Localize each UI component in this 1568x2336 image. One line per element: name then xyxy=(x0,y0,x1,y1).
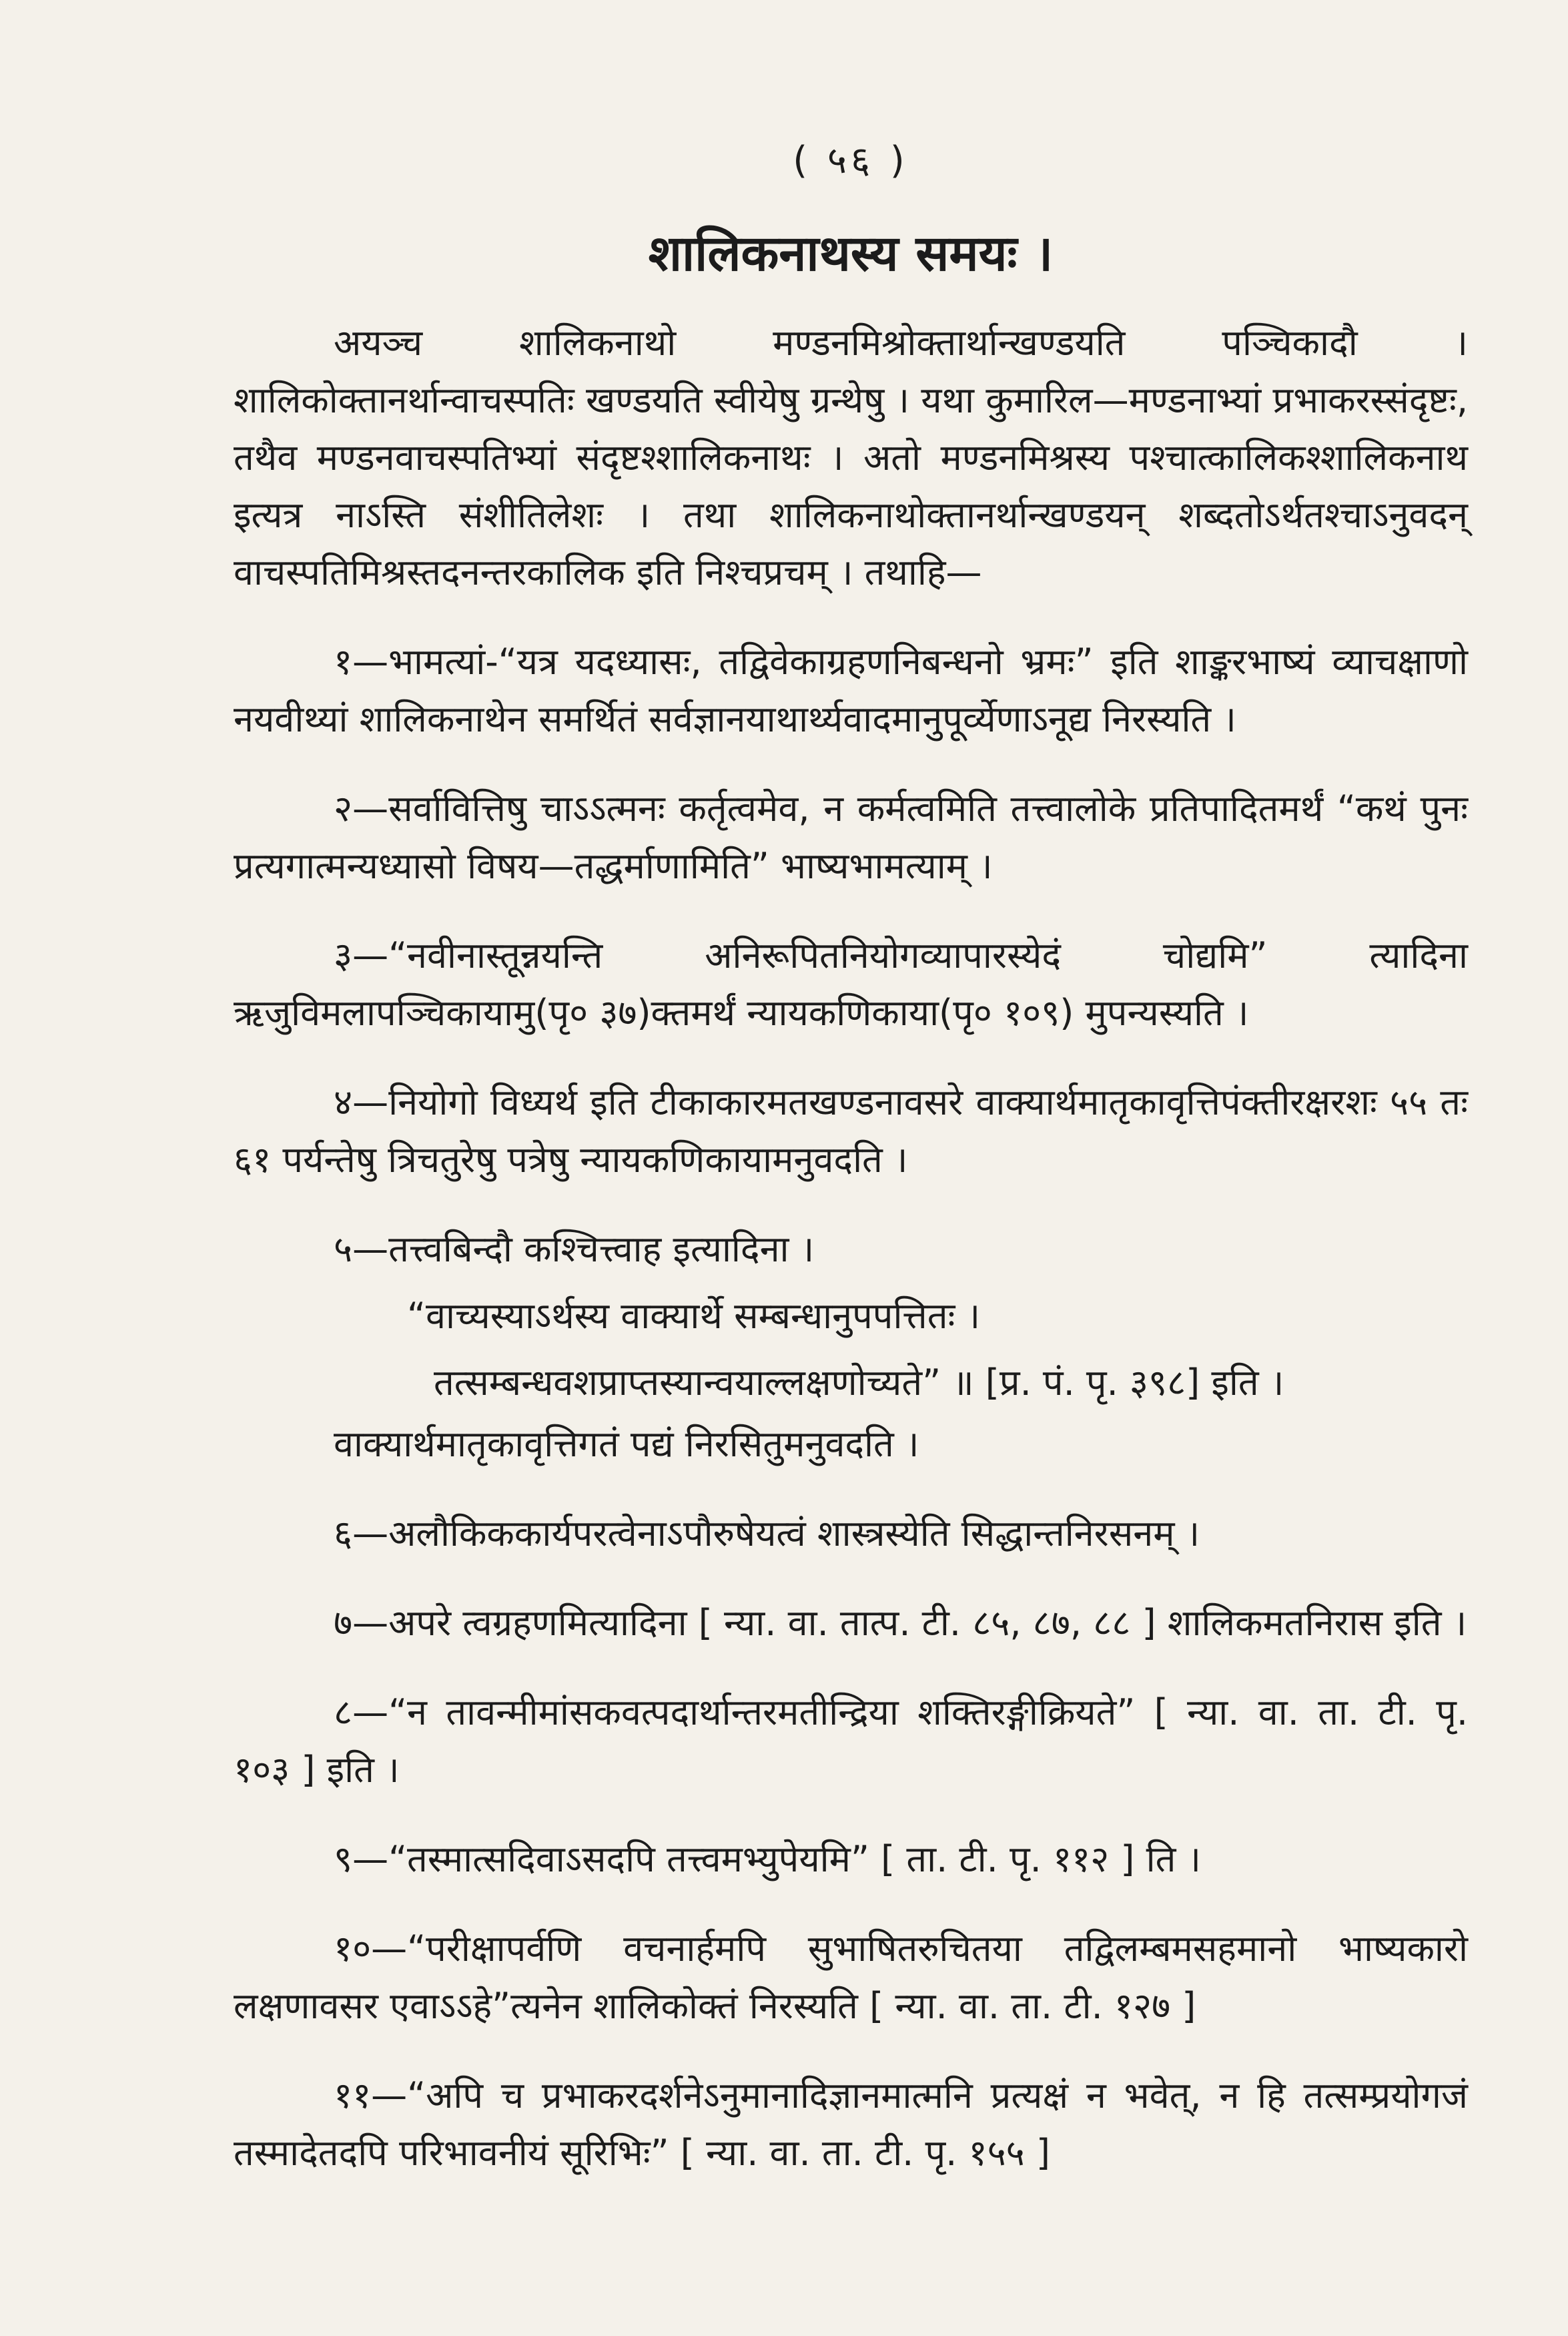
list-item-6: ६—अलौकिककार्यपरत्वेनाऽपौरुषेयत्वं शास्त्रस्येति सिद्धान्तनिरसनम् । xyxy=(334,1512,1200,1554)
list-item-11: ११—“अपि च प्रभाकरदर्शनेऽनुमानादिज्ञानमात्मनि प्रत्यक्षं न भवेत्, न हि तत्सम्प्रयोगजं तस्मादेतदपि परिभावनीयं सूरिभिः” [ न्या. वा. ता. टी. पृ. १५५ ] xyxy=(234,2074,1468,2174)
list-item-1: १—भामत्यां-“यत्र यदध्यासः, तद्विवेकाग्रहणनिबन्धनो भ्रमः” इति शाङ्करभाष्यं व्याचक्षाणो नयवीथ्यां शालिकनाथेन समर्थितं सर्वज्ञानयाथार्थ्यवादमानुपूर्व्येणाऽनूद्य निरस्यति । xyxy=(234,641,1468,740)
list-item-7: ७—अपरे त्वग्रहणमित्यादिना [ न्या. वा. तात्प. टी. ८५, ८७, ८८ ] शालिकमतनिरास इति । xyxy=(334,1602,1467,1644)
list-item-10: १०—“परीक्षापर्वणि वचनार्हमपि सुभाषितरुचितया तद्विलम्बमसहमानो भाष्यकारो लक्षणावसर एवाऽऽहे”त्यनेन शालिकोक्तं निरस्यति [ न्या. वा. ता. टी. १२७ ] xyxy=(234,1928,1468,2027)
list-item-4: ४—नियोगो विध्यर्थ इति टीकाकारमतखण्डनावसरे वाक्यार्थमातृकावृत्तिपंक्तीरक्षरशः ५५ तः ६१ पर्यन्तेषु त्रिचतुरेषु पत्रेषु न्यायकणिकायामनुवदति । xyxy=(234,1081,1468,1181)
verse-line-1: “वाच्यस्याऽर्थस्य वाक्यार्थे सम्बन्धानुपपत्तितः । xyxy=(407,1295,981,1337)
verse-commentary: वाक्यार्थमातृकावृत्तिगतं पद्यं निरसितुमनुवदति । xyxy=(334,1423,919,1465)
list-item-5: ५—तत्त्वबिन्दौ कश्चित्त्वाह इत्यादिना । xyxy=(334,1228,815,1270)
page-number: ( ५६ ) xyxy=(793,139,909,182)
list-item-3: ३—“नवीनास्तून्नयन्ति अनिरूपितनियोगव्यापारस्येदं चोद्यमि” त्यादिना ऋजुविमलापञ्चिकायामु(पृ० ३७)क्तमर्थं न्यायकणिकाया(पृ० १०९) मुपन्यस्यति । xyxy=(234,934,1468,1034)
list-item-8: ८—“न तावन्मीमांसकवत्पदार्थान्तरमतीन्द्रिया शक्तिरङ्गीक्रियते” [ न्या. वा. ता. टी. पृ. १०३ ] इति । xyxy=(234,1691,1468,1791)
list-item-2: २—सर्वावित्तिषु चाऽऽत्मनः कर्तृत्वमेव, न कर्मत्वमिति तत्त्वालोके प्रतिपादितमर्थं “कथं पुनः प्रत्यगात्मन्यध्यासो विषय—तद्धर्माणामिति” भाष्यभामत्याम् । xyxy=(234,788,1468,887)
section-title: शालिकनाथस्य समयः । xyxy=(648,225,1054,282)
verse-line-2: तत्सम्बन्धवशप्राप्तस्यान्वयाल्लक्षणोच्यते” ॥ [प्र. पं. पृ. ३९८] इति । xyxy=(434,1362,1284,1404)
intro-paragraph: अयञ्च शालिकनाथो मण्डनमिश्रोक्तार्थान्खण्डयति पञ्चिकादौ । शालिकोक्तानर्थान्वाचस्पतिः खण्डयति स्वीयेषु ग्रन्थेषु । यथा कुमारिल—मण्डनाभ्यां प्रभाकरस्संदृष्टः, तथैव मण्डनवाचस्पतिभ्यां संदृष्टश्शालिकनाथः । अतो मण्डनमिश्रस्य पश्चात्कालिकश्शालिकनाथ इत्यत्र नाऽस्ति संशीतिलेशः । तथा शालिकनाथोक्तानर्थान्खण्डयन् शब्दतोऽर्थतश्चाऽनुवदन् वाचस्पतिमिश्रस्तदनन्तरकालिक इति निश्चप्रचम् । तथाहि— xyxy=(234,322,1468,593)
list-item-9: ९—“तस्मात्सदिवाऽसदपि तत्त्वमभ्युपेयमि” [ ता. टी. पृ. ११२ ] ति । xyxy=(334,1838,1201,1880)
